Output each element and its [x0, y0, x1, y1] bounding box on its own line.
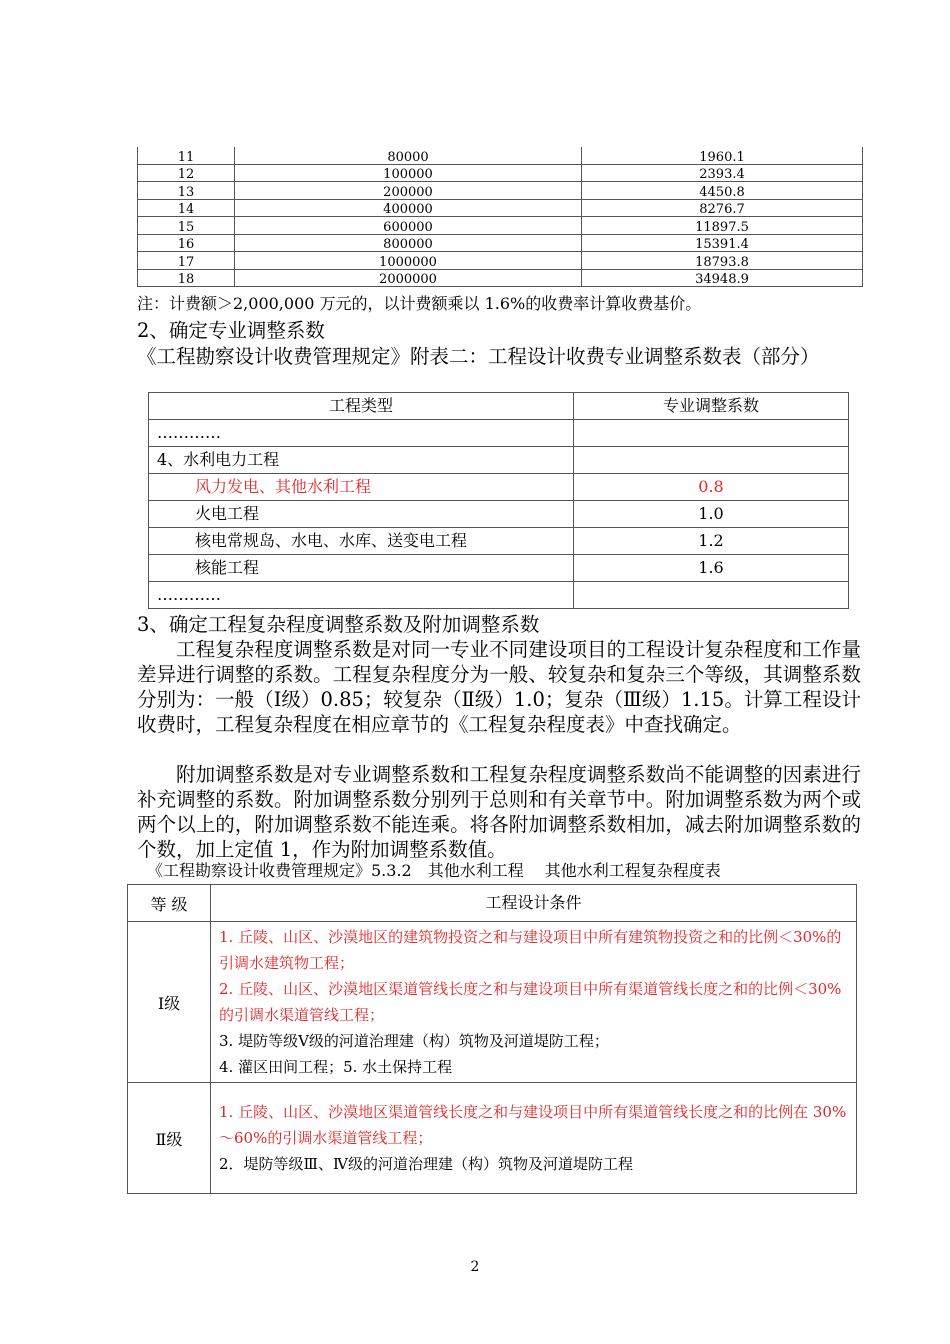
- column-header: 工程设计条件: [211, 885, 857, 922]
- professional-coefficient-table: [148, 392, 849, 609]
- ellipsis-cell: …………: [149, 582, 574, 609]
- complexity-table: [127, 884, 857, 1194]
- condition-line: 1. 丘陵、山区、沙漠地区渠道管线长度之和与建设项目中所有渠道管线长度之和的比例在 30%～60%的引调水渠道管线工程；: [219, 1103, 847, 1147]
- table-row: 13 200000 4450.8: [138, 182, 863, 200]
- column-header: 等 级: [128, 885, 211, 922]
- table-row: [149, 582, 849, 609]
- category-cell: 4、水利电力工程: [149, 447, 574, 474]
- fee-base-table: [137, 147, 863, 287]
- table-row: [149, 420, 849, 447]
- table-row: 核电常规岛、水电、水库、送变电工程 1.2: [149, 528, 849, 555]
- column-header: 工程类型: [149, 393, 574, 420]
- table-row: 16 800000 15391.4: [138, 234, 863, 252]
- condition-line: 3. 堤防等级Ⅴ级的河道治理建（构）筑物及河道堤防工程；: [219, 1032, 609, 1050]
- table-row: 15 600000 11897.5: [138, 217, 863, 235]
- page-number: 2: [470, 1259, 480, 1275]
- table-row: 12 100000 2393.4: [138, 164, 863, 182]
- table-row: 核能工程 1.6: [149, 555, 849, 582]
- level-label: Ⅱ级: [128, 1083, 211, 1194]
- table-row: 18 2000000 34948.9: [138, 269, 863, 287]
- table-row-level-2: [128, 1083, 857, 1194]
- table-2-caption: 《工程勘察设计收费管理规定》附表二：工程设计收费专业调整系数表（部分）: [137, 345, 820, 368]
- paragraph-additional-coefficient: 附加调整系数是对专业调整系数和工程复杂程度调整系数尚不能调整的因素进行补充调整的系数。附加调整系数分别列于总则和有关章节中。附加调整系数为两个或两个以上的，附加调整系数不能连乘。将各附加调整系数相加，减去附加调整系数的个数，加上定值 1，作为附加调整系数值。: [137, 763, 861, 861]
- table-row: 11 80000 1960.1: [138, 147, 863, 164]
- condition-line: 1. 丘陵、山区、沙漠地区的建筑物投资之和与建设项目中所有建筑物投资之和的比例＜30%的 引调水建筑物工程；: [219, 928, 842, 972]
- condition-line: 4. 灌区田间工程；5. 水土保持工程: [219, 1058, 453, 1076]
- ellipsis-cell: …………: [149, 420, 574, 447]
- condition-line: 2．堤防等级Ⅲ、Ⅳ级的河道治理建（构）筑物及河道堤防工程: [219, 1155, 633, 1173]
- table-row: [149, 447, 849, 474]
- table-3-caption: 《工程勘察设计收费管理规定》5.3.2 其他水利工程 其他水利工程复杂程度表: [147, 861, 721, 880]
- table-header-row: [128, 885, 857, 922]
- table-row: 17 1000000 18793.8: [138, 252, 863, 270]
- table-row-level-1: [128, 922, 857, 1083]
- paragraph-complexity: 工程复杂程度调整系数是对同一专业不同建设项目的工程设计复杂程度和工作量差异进行调整的系数。工程复杂程度分为一般、较复杂和复杂三个等级，其调整系数分别为：一般（Ⅰ级）0.85；较复杂（Ⅱ级）1.0；复杂（Ⅲ级）1.15。计算工程设计收费时，工程复杂程度在相应章节的《工程复杂程度表》中查找确定。: [137, 638, 861, 736]
- fee-table-note: 注：计费额＞2,000,000 万元的，以计费额乘以 1.6%的收费率计算收费基价。: [137, 294, 702, 313]
- condition-line: 2. 丘陵、山区、沙漠地区渠道管线长度之和与建设项目中所有渠道管线长度之和的比例＜30% 的引调水渠道管线工程；: [219, 980, 842, 1024]
- column-header: 专业调整系数: [574, 393, 849, 420]
- table-row: 14 400000 8276.7: [138, 199, 863, 217]
- level-label: Ⅰ级: [128, 922, 211, 1083]
- section-2-heading: 2、确定专业调整系数: [137, 319, 325, 342]
- table-row-highlighted: 风力发电、其他水利工程 0.8: [149, 474, 849, 501]
- table-header-row: [149, 393, 849, 420]
- table-row: 火电工程 1.0: [149, 501, 849, 528]
- section-3-heading: 3、确定工程复杂程度调整系数及附加调整系数: [137, 613, 540, 636]
